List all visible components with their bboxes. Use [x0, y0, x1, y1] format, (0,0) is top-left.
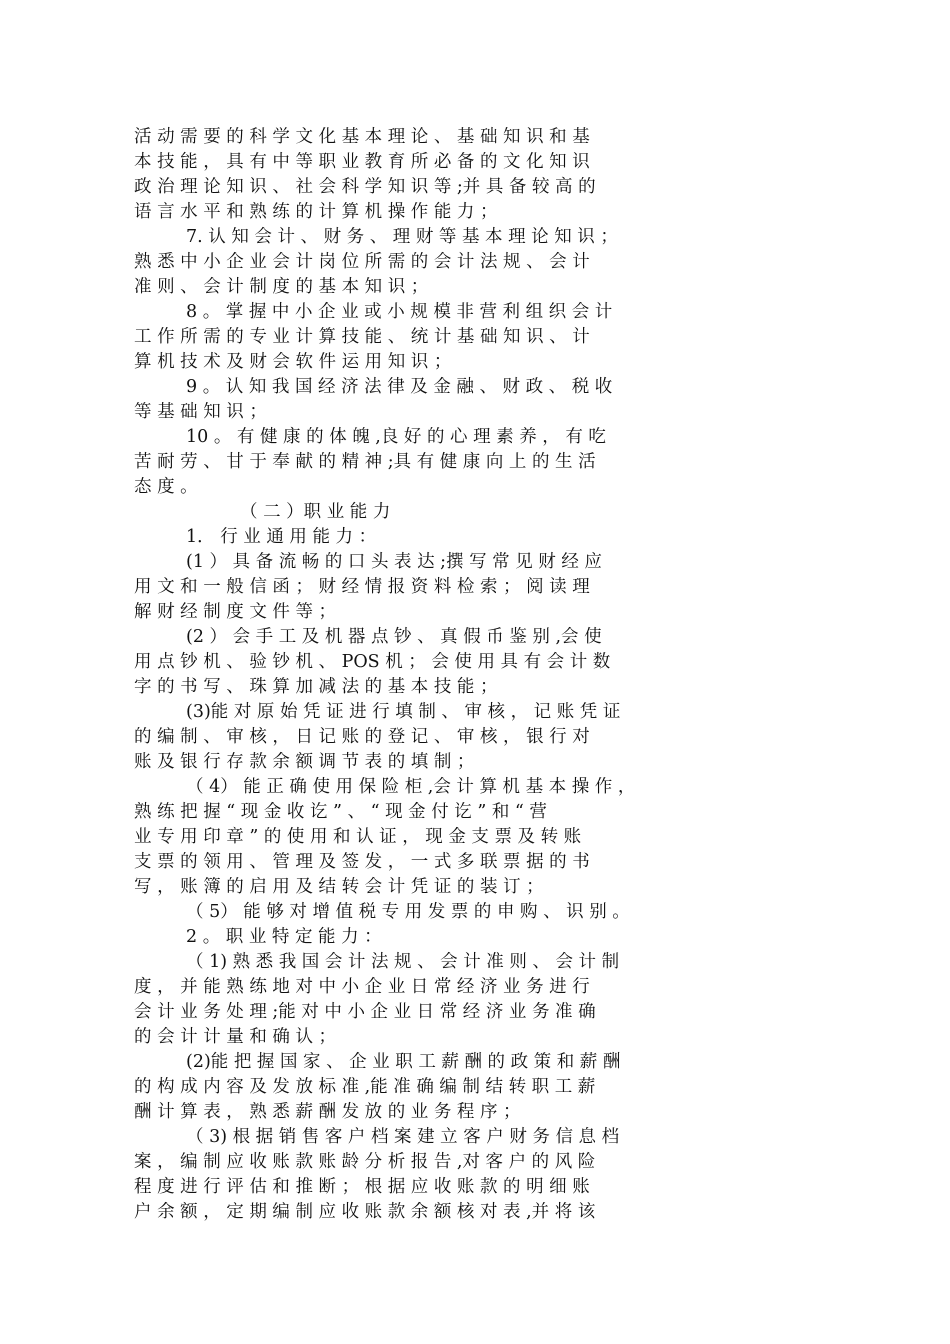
text-line: 案 ， 编 制 应 收 账 款 账 龄 分 析 报 告 ,对 客 户 的 风 险: [134, 1152, 596, 1172]
text-line: 2 。 职 业 特 定 能 力 ：: [186, 927, 382, 947]
text-line: 等 基 础 知 识 ；: [134, 402, 267, 422]
text-line: 9 。 认 知 我 国 经 济 法 律 及 金 融 、 财 政 、 税 收: [186, 377, 613, 397]
text-line: 8 。 掌 握 中 小 企 业 或 小 规 模 非 营 利 组 织 会 计: [186, 302, 613, 322]
text-line: 会 计 业 务 处 理 ;能 对 中 小 企 业 日 常 经 济 业 务 准 确: [134, 1002, 596, 1022]
text-line: (2 ） 会 手 工 及 机 器 点 钞 、 真 假 币 鉴 别 ,会 使: [186, 627, 602, 647]
text-line: 程 度 进 行 评 估 和 推 断 ； 根 据 应 收 账 款 的 明 细 账: [134, 1177, 590, 1197]
text-line: (1 ） 具 备 流 畅 的 口 头 表 达 ;撰 写 常 见 财 经 应: [186, 552, 602, 572]
text-line: （ 3) 根 据 销 售 客 户 档 案 建 立 客 户 财 务 信 息 档: [186, 1127, 620, 1147]
text-line: （ 1) 熟 悉 我 国 会 计 法 规 、 会 计 准 则 、 会 计 制: [186, 952, 620, 972]
text-line: 准 则 、 会 计 制 度 的 基 本 知 识 ；: [134, 277, 429, 297]
text-line: 算 机 技 术 及 财 会 软 件 运 用 知 识 ；: [134, 352, 452, 372]
text-line: (3)能 对 原 始 凭 证 进 行 填 制 、 审 核 ， 记 账 凭 证: [186, 702, 621, 722]
text-line: (2)能 把 握 国 家 、 企 业 职 工 薪 酬 的 政 策 和 薪 酬: [186, 1052, 621, 1072]
text-line: 度 ， 并 能 熟 练 地 对 中 小 企 业 日 常 经 济 业 务 进 行: [134, 977, 590, 997]
text-line: 酬 计 算 表 ， 熟 悉 薪 酬 发 放 的 业 务 程 序 ；: [134, 1102, 521, 1122]
text-line: 账 及 银 行 存 款 余 额 调 节 表 的 填 制 ；: [134, 752, 475, 772]
text-line: 业 专 用 印 章 ” 的 使 用 和 认 证 ， 现 金 支 票 及 转 账: [134, 827, 582, 847]
text-line: 态 度 。: [134, 477, 198, 497]
text-line: 政 治 理 论 知 识 、 社 会 科 学 知 识 等 ;并 具 备 较 高 的: [134, 177, 596, 197]
text-line: 的 构 成 内 容 及 发 放 标 准 ,能 准 确 编 制 结 转 职 工 薪: [134, 1077, 596, 1097]
text-line: 字 的 书 写 、 珠 算 加 减 法 的 基 本 技 能 ；: [134, 677, 498, 697]
text-line: 7. 认 知 会 计 、 财 务 、 理 财 等 基 本 理 论 知 识 ；: [186, 227, 618, 247]
text-line: 用 点 钞 机 、 验 钞 机 、 POS 机 ； 会 使 用 具 有 会 计 数: [134, 652, 611, 672]
text-line: 本 技 能 ， 具 有 中 等 职 业 教 育 所 必 备 的 文 化 知 识: [134, 152, 590, 172]
text-line: （ 5） 能 够 对 增 值 税 专 用 发 票 的 申 购 、 识 别 。: [186, 902, 630, 922]
text-line: 用 文 和 一 般 信 函 ； 财 经 情 报 资 料 检 索 ； 阅 读 理: [134, 577, 590, 597]
text-line: 写 ， 账 簿 的 启 用 及 结 转 会 计 凭 证 的 装 订 ；: [134, 877, 544, 897]
text-line: 语 言 水 平 和 熟 练 的 计 算 机 操 作 能 力 ；: [134, 202, 498, 222]
section-heading: （ 二 ）职 业 能 力: [240, 502, 391, 522]
text-line: 熟 练 把 握 “ 现 金 收 讫 ” 、 “ 现 金 付 讫 ” 和 “ 营: [134, 802, 547, 822]
text-line: 支 票 的 领 用 、 管 理 及 签 发 ， 一 式 多 联 票 据 的 书: [134, 852, 590, 872]
text-line: 活 动 需 要 的 科 学 文 化 基 本 理 论 、 基 础 知 识 和 基: [134, 127, 590, 147]
text-line: （ 4） 能 正 确 使 用 保 险 柜 ,会 计 算 机 基 本 操 作 ，: [186, 777, 636, 797]
text-line: 解 财 经 制 度 文 件 等 ；: [134, 602, 337, 622]
text-line: 户 余 额 ， 定 期 编 制 应 收 账 款 余 额 核 对 表 ,并 将 该: [134, 1202, 596, 1222]
text-line: 的 会 计 计 量 和 确 认 ；: [134, 1027, 337, 1047]
text-line: 熟 悉 中 小 企 业 会 计 岗 位 所 需 的 会 计 法 规 、 会 计: [134, 252, 590, 272]
text-line: 苦 耐 劳 、 甘 于 奉 献 的 精 神 ;具 有 健 康 向 上 的 生 活: [134, 452, 596, 472]
text-line: 1． 行 业 通 用 能 力 ：: [186, 527, 377, 547]
text-line: 10 。 有 健 康 的 体 魄 ,良 好 的 心 理 素 养 ， 有 吃: [186, 427, 606, 447]
text-line: 的 编 制 、 审 核 ， 日 记 账 的 登 记 、 审 核 ， 银 行 对: [134, 727, 590, 747]
text-line: 工 作 所 需 的 专 业 计 算 技 能 、 统 计 基 础 知 识 、 计: [134, 327, 590, 347]
